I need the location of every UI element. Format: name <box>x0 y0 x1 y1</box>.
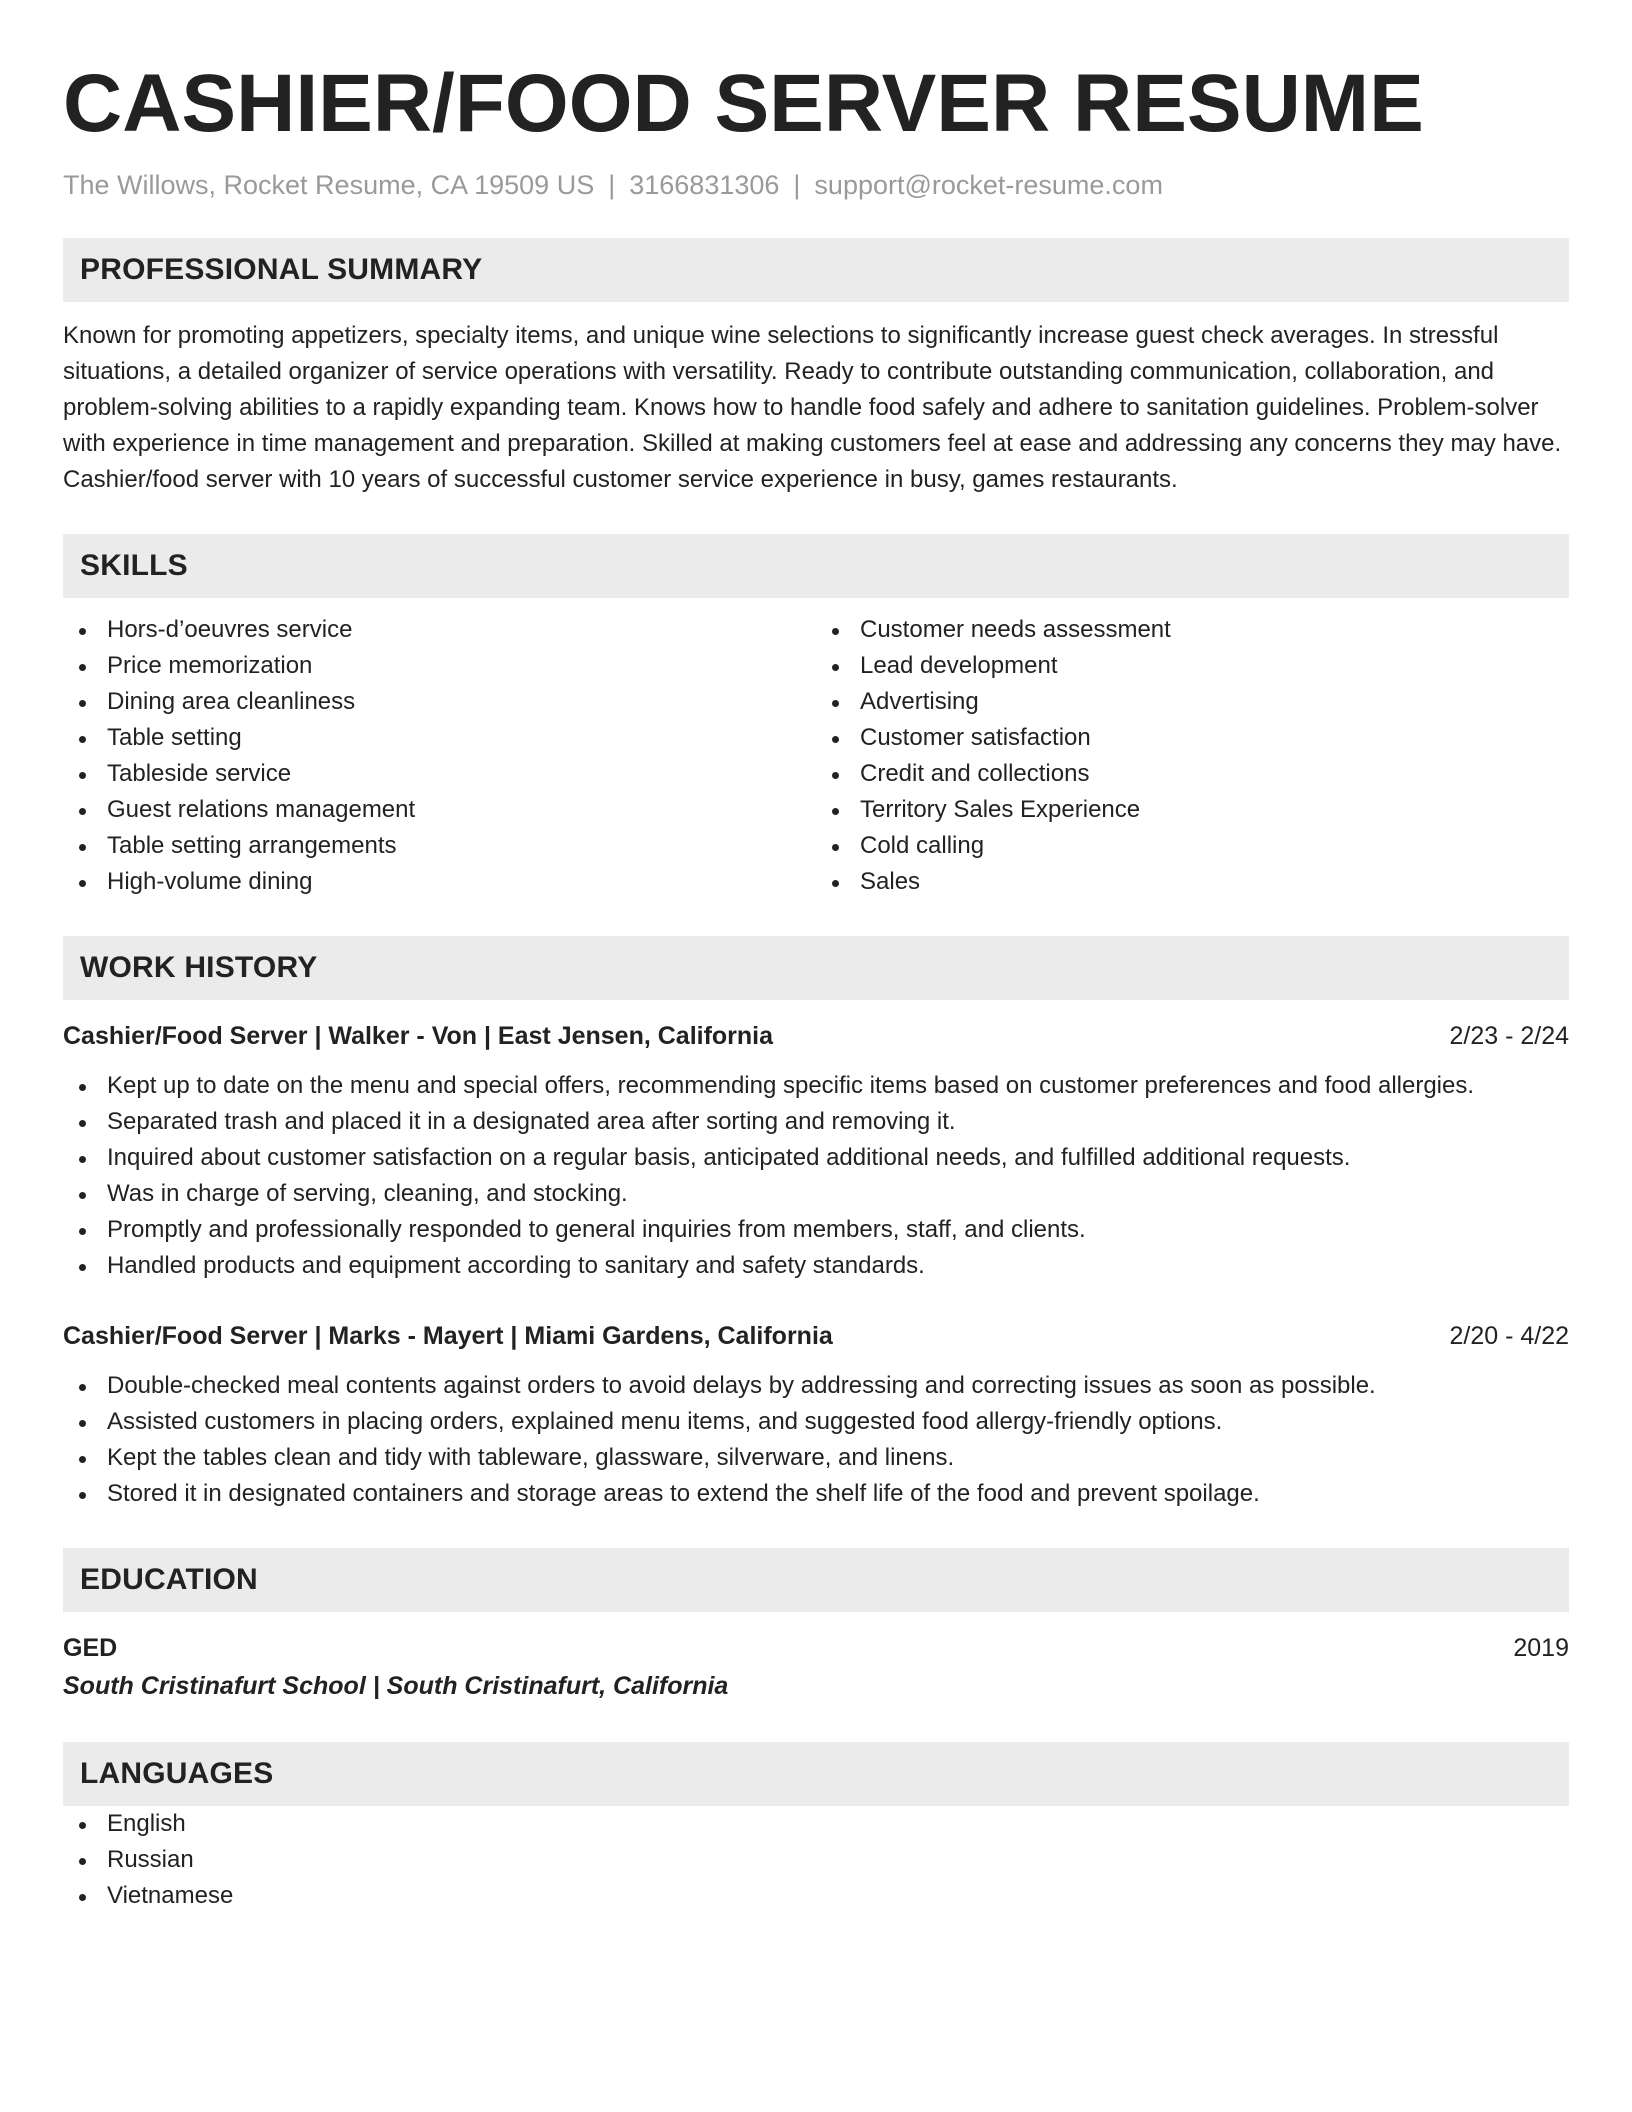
language-item: Russian <box>63 1842 1569 1878</box>
job-header <box>63 1318 1569 1354</box>
education-header <box>63 1630 1569 1666</box>
education-heading: EDUCATION <box>80 1563 258 1596</box>
job-header <box>63 1018 1569 1054</box>
skill-item: Customer satisfaction <box>816 720 1569 756</box>
summary-heading: PROFESSIONAL SUMMARY <box>80 253 483 286</box>
skill-item: Credit and collections <box>816 756 1569 792</box>
education-entry <box>63 1630 1569 1706</box>
job-duty: Promptly and professionally responded to general inquiries from members, staff, and clients. <box>63 1212 1569 1248</box>
education-section-header <box>63 1548 1569 1612</box>
skill-item: Table setting arrangements <box>63 828 816 864</box>
skills-columns <box>63 612 1569 900</box>
resume-title: CASHIER/FOOD SERVER RESUME <box>63 58 1424 149</box>
job-dates: 2/23 - 2/24 <box>1449 1022 1569 1050</box>
job-duty: Double-checked meal contents against orders to avoid delays by addressing and correcting issues as soon as possible. <box>63 1368 1569 1404</box>
job-duties-list <box>63 1068 1569 1284</box>
contact-separator: | <box>793 170 801 200</box>
contact-line <box>63 168 1569 202</box>
skill-item: Lead development <box>816 648 1569 684</box>
language-item: English <box>63 1806 1569 1842</box>
skills-heading: SKILLS <box>80 549 188 582</box>
job-duty: Kept the tables clean and tidy with tableware, glassware, silverware, and linens. <box>63 1440 1569 1476</box>
skill-item: Cold calling <box>816 828 1569 864</box>
contact-address: The Willows, Rocket Resume, CA 19509 US <box>63 170 595 200</box>
job-dates: 2/20 - 4/22 <box>1449 1322 1569 1350</box>
job-entry <box>63 1018 1569 1284</box>
skill-item: Customer needs assessment <box>816 612 1569 648</box>
skill-item: Advertising <box>816 684 1569 720</box>
skill-item: Guest relations management <box>63 792 816 828</box>
job-duty: Assisted customers in placing orders, explained menu items, and suggested food allergy-friendly options. <box>63 1404 1569 1440</box>
job-duty: Stored it in designated containers and storage areas to extend the shelf life of the food and prevent spoilage. <box>63 1476 1569 1512</box>
skill-item: Dining area cleanliness <box>63 684 816 720</box>
skill-item: Table setting <box>63 720 816 756</box>
summary-text: Known for promoting appetizers, specialty items, and unique wine selections to significantly increase guest check averages. In stressful situations, a detailed organizer of service operations with versatility. Ready to contribute outstanding communication, collaboration, and problem-solving abilities to a rapidly expanding team. Knows how to handle food safely and adhere to sanitation guidelines. Problem-solver with experience in time management and preparation. Skilled at making customers feel at ease and addressing any concerns they may have. Cashier/food server with 10 years of successful customer service experience in busy, games restaurants. <box>63 322 1562 493</box>
skill-item: Sales <box>816 864 1569 900</box>
contact-email: support@rocket-resume.com <box>814 170 1163 200</box>
job-duty: Kept up to date on the menu and special offers, recommending specific items based on customer preferences and food allergies. <box>63 1068 1569 1104</box>
education-school: South Cristinafurt School | South Cristinafurt, California <box>63 1672 729 1700</box>
languages-list <box>63 1806 1569 1914</box>
skills-right-list <box>816 612 1569 900</box>
work-section-header <box>63 936 1569 1000</box>
skill-item: High-volume dining <box>63 864 816 900</box>
job-duty: Was in charge of serving, cleaning, and stocking. <box>63 1176 1569 1212</box>
skills-section-header <box>63 534 1569 598</box>
skill-item: Hors-d’oeuvres service <box>63 612 816 648</box>
summary-section-header <box>63 238 1569 302</box>
languages-section-header <box>63 1742 1569 1806</box>
job-title: Cashier/Food Server | Marks - Mayert | Miami Gardens, California <box>63 1322 833 1350</box>
skill-item: Price memorization <box>63 648 816 684</box>
education-degree: GED <box>63 1634 118 1662</box>
job-duty: Handled products and equipment according to sanitary and safety standards. <box>63 1248 1569 1284</box>
job-duty: Inquired about customer satisfaction on a regular basis, anticipated additional needs, and fulfilled additional requests. <box>63 1140 1569 1176</box>
language-item: Vietnamese <box>63 1878 1569 1914</box>
contact-separator: | <box>608 170 616 200</box>
education-year: 2019 <box>1513 1634 1569 1662</box>
job-title: Cashier/Food Server | Walker - Von | East Jensen, California <box>63 1022 774 1050</box>
job-entry <box>63 1318 1569 1512</box>
work-heading: WORK HISTORY <box>80 951 318 984</box>
job-duty: Separated trash and placed it in a designated area after sorting and removing it. <box>63 1104 1569 1140</box>
skills-left-list <box>63 612 816 900</box>
skill-item: Territory Sales Experience <box>816 792 1569 828</box>
contact-phone: 3166831306 <box>629 170 780 200</box>
job-duties-list <box>63 1368 1569 1512</box>
languages-heading: LANGUAGES <box>80 1757 274 1790</box>
skill-item: Tableside service <box>63 756 816 792</box>
